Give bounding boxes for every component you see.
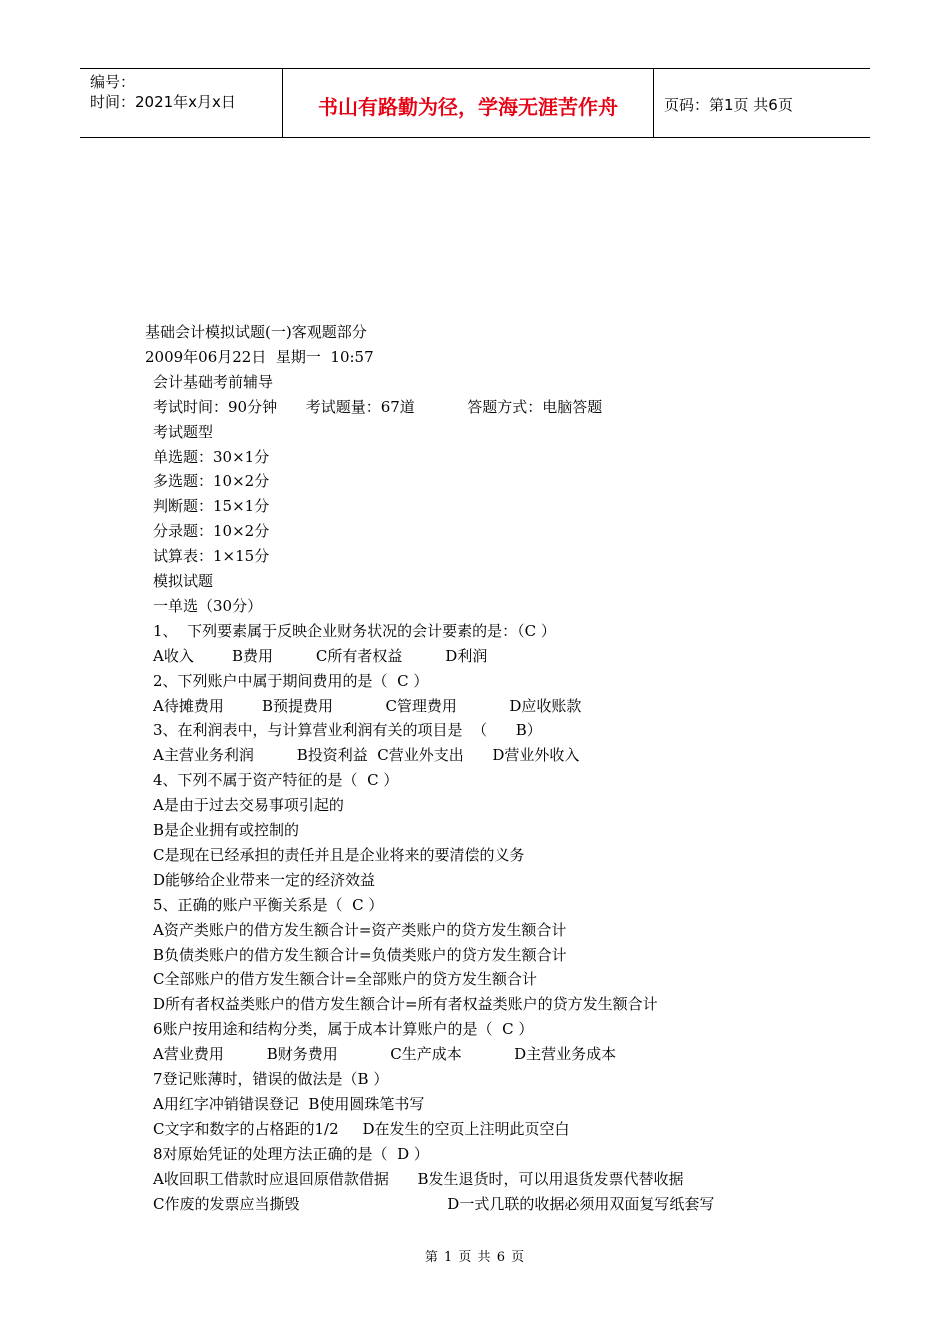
text-line: 6账户按用途和结构分类，属于成本计算账户的是（ C ）: [153, 1020, 534, 1039]
text-line: 2、下列账户中属于期间费用的是（ C ）: [153, 671, 429, 690]
text-line: 模拟试题: [153, 572, 214, 590]
text-line: 考试题型: [153, 422, 214, 441]
text-line: 多选题：10×2分: [153, 472, 270, 491]
page-footer: 第 1 页 共 6 页: [424, 1250, 526, 1265]
text-line: A待摊费用 B预提费用 C管理费用 D应收账款: [153, 696, 582, 715]
header-info-cell: [80, 69, 283, 137]
text-line: C作废的发票应当撕毁 D一式几联的收据必须用双面复写纸套写: [153, 1194, 715, 1213]
text-line: A营业费用 B财务费用 C生产成本 D主营业务成本: [153, 1045, 617, 1064]
text-line: 试算表：1×15分: [153, 547, 270, 566]
number-label: 编号：: [90, 73, 136, 91]
text-line: 4、下列不属于资产特征的是（ C ）: [153, 771, 399, 790]
page-code: 页码：第1页 共6页: [664, 96, 793, 114]
text-line: 2009年06月22日 星期一 10:57: [145, 347, 374, 366]
text-line: D能够给企业带来一定的经济效益: [153, 870, 376, 889]
text-line: C是现在已经承担的责任并且是企业将来的要清偿的义务: [153, 845, 525, 864]
text-line: 1、 下列要素属于反映企业财务状况的会计要素的是：（C ）: [153, 621, 556, 640]
page-header: [80, 68, 870, 138]
text-line: D所有者权益类账户的借方发生额合计=所有者权益类账户的贷方发生额合计: [153, 995, 658, 1014]
text-line: 5、正确的账户平衡关系是（ C ）: [153, 895, 384, 914]
text-line: A是由于过去交易事项引起的: [153, 796, 344, 815]
text-line: A主营业务利润 B投资利益 C营业外支出 D营业外收入: [153, 746, 580, 765]
time-label: 时间：2021年x月x日: [90, 93, 236, 111]
text-line: 基础会计模拟试题(一)客观题部分: [145, 323, 367, 341]
text-line: A收回职工借款时应退回原借款借据 B发生退货时，可以用退货发票代替收据: [153, 1169, 684, 1188]
text-line: C全部账户的借方发生额合计=全部账户的贷方发生额合计: [153, 970, 538, 989]
text-line: 8对原始凭证的处理方法正确的是（ D ）: [153, 1144, 429, 1163]
text-line: A用红字冲销错误登记 B使用圆珠笔书写: [153, 1094, 425, 1113]
text-line: C文字和数字的占格距的1/2 D在发生的空页上注明此页空白: [153, 1119, 570, 1138]
header-motto-cell: [283, 69, 654, 137]
text-line: 分录题：10×2分: [153, 522, 270, 541]
text-line: B是企业拥有或控制的: [153, 821, 300, 839]
text-line: 3、在利润表中，与计算营业利润有关的项目是 （ B）: [153, 721, 542, 740]
text-line: 7登记账薄时，错误的做法是（B ）: [153, 1070, 389, 1088]
text-line: 会计基础考前辅导: [153, 372, 274, 391]
text-line: A资产类账户的借方发生额合计=资产类账户的贷方发生额合计: [153, 920, 567, 939]
motto-text: 书山有路勤为径，学海无涯苦作舟: [318, 95, 618, 119]
text-line: 单选题：30×1分: [153, 447, 270, 466]
text-line: B负债类账户的借方发生额合计=负债类账户的贷方发生额合计: [153, 945, 567, 964]
text-line: 一单选（30分）: [153, 596, 263, 615]
text-line: A收入 B费用 C所有者权益 D利润: [153, 646, 488, 665]
header-page-cell: [654, 69, 870, 137]
text-line: 判断题：15×1分: [153, 497, 270, 516]
text-line: 考试时间：90分钟 考试题量：67道 答题方式：电脑答题: [153, 397, 603, 416]
